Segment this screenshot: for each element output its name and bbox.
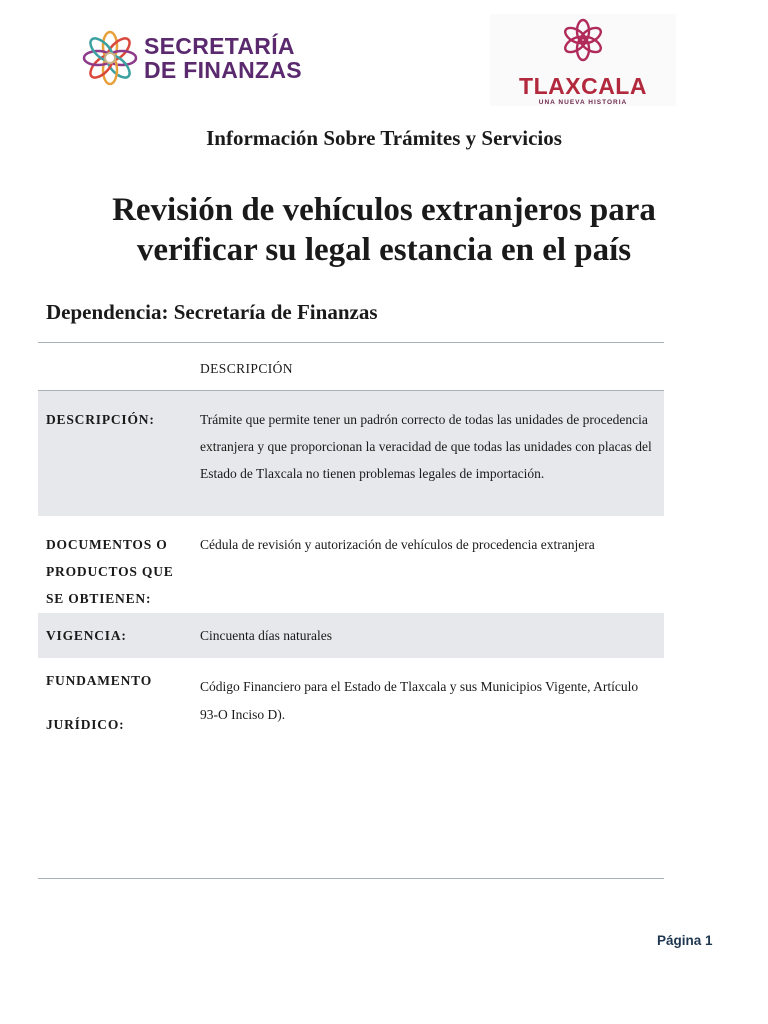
row-value: Código Financiero para el Estado de Tlaxcala y sus Municipios Vigente, Artículo 93-O Inciso D). — [200, 679, 639, 722]
info-title: Información Sobre Trámites y Servicios — [206, 126, 562, 150]
table-header — [38, 343, 664, 391]
logo-tagline: UNA NUEVA HISTORIA — [538, 99, 628, 106]
row-label: VIGENCIA: — [46, 628, 127, 643]
table-row — [38, 613, 664, 658]
logo-name: TLAXCALA — [519, 73, 647, 99]
dependency-heading: Dependencia: Secretaría de Finanzas — [46, 300, 378, 324]
tlaxcala-logo — [490, 14, 676, 106]
page-number: Página 1 — [657, 933, 713, 948]
row-label-line1: FUNDAMENTO — [46, 673, 153, 688]
table-header-label: DESCRIPCIÓN — [200, 361, 293, 376]
table-row — [38, 391, 664, 516]
row-label — [38, 673, 192, 761]
row-label-line2: JURÍDICO: — [46, 717, 125, 732]
page-title: Revisión de vehículos extranjeros para verificar su legal estancia en el país — [112, 192, 656, 268]
row-value: Cédula de revisión y autorización de vehículos de procedencia extranjera — [200, 537, 595, 552]
row-value: Cincuenta días naturales — [200, 628, 332, 643]
row-label: DESCRIPCIÓN: — [46, 412, 155, 427]
divider — [38, 878, 664, 879]
row-label: DOCUMENTOS O PRODUCTOS QUE SE OBTIENEN: — [46, 537, 174, 606]
logo-text-line2: DE FINANZAS — [144, 57, 302, 83]
logo-text-line1: SECRETARÍA — [144, 33, 295, 59]
flower-emblem-icon — [561, 18, 605, 62]
secretaria-finanzas-logo — [82, 28, 322, 88]
table-row — [38, 516, 664, 613]
flower-emblem-icon — [82, 30, 138, 86]
row-value: Trámite que permite tener un padrón correcto de todas las unidades de procedencia extranjera y que proporcionan la veracidad de que todas las unidades con placas del Estado de Tlaxcala no tienen problemas legales de importación. — [200, 412, 652, 481]
procedure-table — [38, 342, 664, 761]
table-row — [38, 658, 664, 761]
